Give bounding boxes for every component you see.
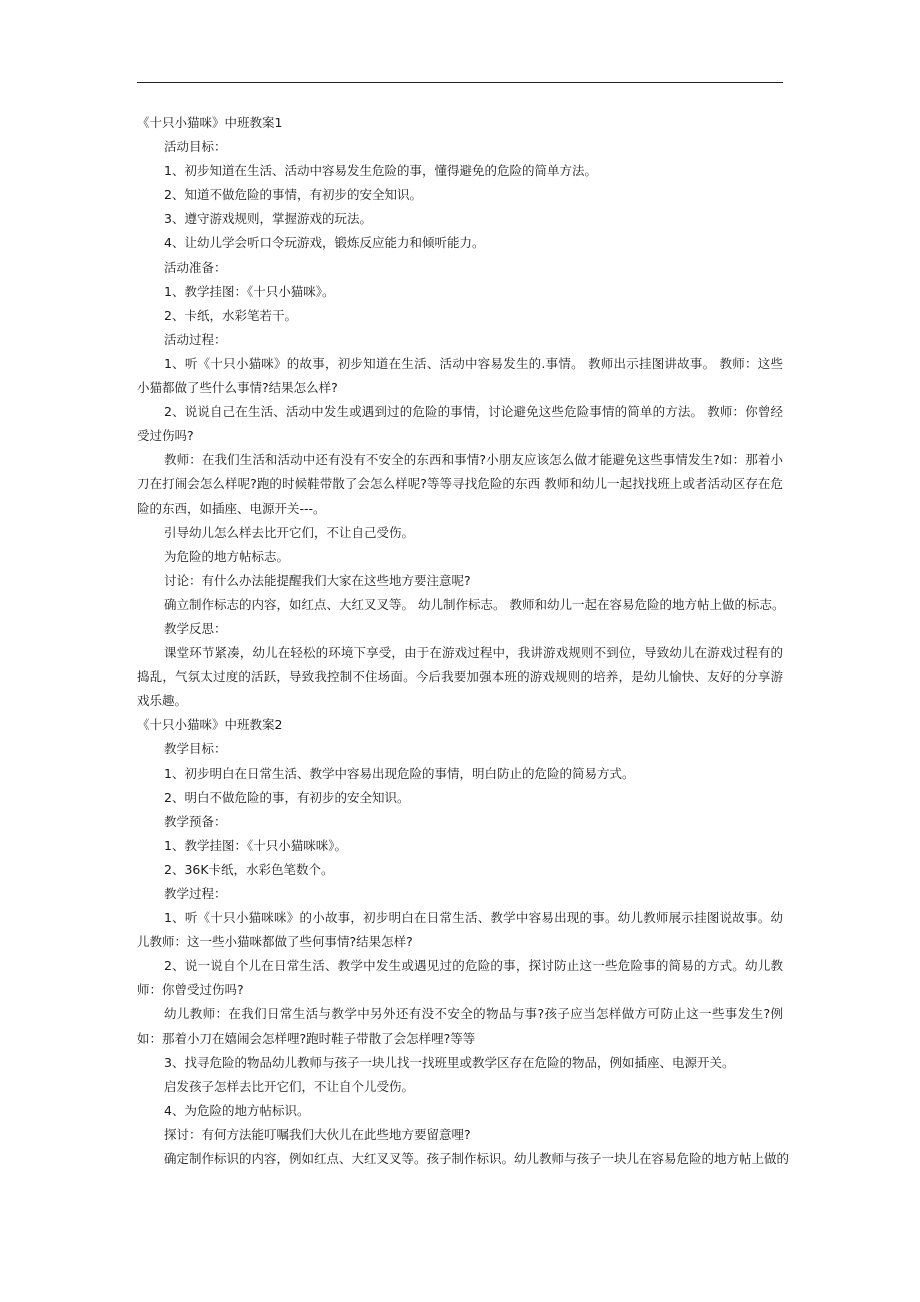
header-rule xyxy=(137,82,783,83)
paragraph: 4、为危险的地方帖标识。 xyxy=(164,1102,310,1118)
paragraph: 启发孩子怎样去比开它们，不让自个儿受伤。 xyxy=(164,1078,415,1094)
paragraph: 1、初步知道在生活、活动中容易发生危险的事，懂得避免的危险的简单方法。 xyxy=(164,163,597,179)
paragraph: 确定制作标识的内容，例如红点、大红叉叉等。孩子制作标识。幼儿教师与孩子一块儿在容易危险的地方帖上做的 xyxy=(164,1151,790,1167)
paragraph: 引导幼儿怎么样去比开它们，不让自己受伤。 xyxy=(164,524,415,540)
paragraph: 幼儿教师：在我们日常生活与教学中另外还有没不安全的物品与事?孩子应当怎样做方可防止这一些事发生?例如：那着小刀在嬉闹会怎样哩?跑时鞋子带散了会怎样哩?等等 xyxy=(137,1006,783,1046)
paragraph: 活动目标： xyxy=(164,139,227,155)
paragraph: 教学过程： xyxy=(164,886,227,901)
paragraph: 2、卡纸，水彩笔若干。 xyxy=(164,307,297,323)
paragraph: 2、明白不做危险的事，有初步的安全知识。 xyxy=(164,789,410,805)
paragraph: 1、听《十只小猫咪》的故事，初步知道在生活、活动中容易发生的.事情。 教师出示挂图讲故事。 教师：这些小猫都做了些什么事情?结果怎么样? xyxy=(137,355,783,396)
paragraph: 1、初步明白在日常生活、教学中容易出现危险的事情，明白防止的危险的简易方式。 xyxy=(164,765,635,781)
paragraph: 1、教学挂图：《十只小猫咪咪》。 xyxy=(164,837,347,853)
paragraph: 4、让幼儿学会听口令玩游戏，锻炼反应能力和倾听能力。 xyxy=(164,235,485,251)
paragraph: 活动过程： xyxy=(164,331,227,347)
paragraph: 2、说说自己在生活、活动中发生或遇到过的危险的事情，讨论避免这些危险事情的简单的方法。 教师：你曾经受过伤吗? xyxy=(137,404,783,444)
document-body xyxy=(137,111,790,1171)
paragraph: 1、教学挂图：《十只小猫咪》。 xyxy=(164,283,335,299)
paragraph: 活动准备： xyxy=(164,259,227,275)
paragraph: 3、遵守游戏规则，掌握游戏的玩法。 xyxy=(164,211,372,227)
paragraph: 1、听《十只小猫咪咪》的小故事，初步明白在日常生活、教学中容易出现的事。幼儿教师展示挂图说故事。幼儿教师：这一些小猫咪都做了些何事情?结果怎样? xyxy=(137,910,783,950)
paragraph: 教学反思： xyxy=(164,620,227,636)
paragraph: 课堂环节紧凑，幼儿在轻松的环境下享受，由于在游戏过程中，我讲游戏规则不到位，导致幼儿在游戏过程有的捣乱，气氛太过度的活跃，导致我控制不住场面。今后我要加强本班的游戏规则的培养，是幼儿愉快、友好的分享游戏乐趣。 xyxy=(137,645,783,709)
paragraph: 3、找寻危险的物品幼儿教师与孩子一块儿找一找班里或教学区存在危险的物品，例如插座、电源开关。 xyxy=(164,1054,735,1070)
paragraph: 讨论：有什么办法能提醒我们大家在这些地方要注意呢? xyxy=(164,572,471,588)
paragraph: 2、知道不做危险的事情，有初步的安全知识。 xyxy=(164,187,422,203)
paragraph: 教学预备： xyxy=(164,813,227,829)
section-title: 《十只小猫咪》中班教案1 xyxy=(137,115,283,130)
paragraph: 为危险的地方帖标志。 xyxy=(164,548,290,564)
paragraph: 2、36K卡纸，水彩色笔数个。 xyxy=(164,861,334,877)
paragraph: 探讨：有何方法能叮嘱我们大伙儿在此些地方要留意哩? xyxy=(164,1126,471,1142)
paragraph: 教师：在我们生活和活动中还有没有不安全的东西和事情?小朋友应该怎么做才能避免这些事情发生?如：那着小刀在打闹会怎么样呢?跑的时候鞋带散了会怎么样呢?等等寻找危险的东西 教师和幼儿一起找找班上或者活动区存在危险的东西，如插座、电源开关---。 xyxy=(137,452,783,516)
section-title: 《十只小猫咪》中班教案2 xyxy=(137,717,283,733)
paragraph: 2、说一说自个儿在日常生活、教学中发生或遇见过的危险的事，探讨防止这一些危险事的简易的方式。幼儿教师：你曾受过伤吗? xyxy=(137,958,783,998)
paragraph: 确立制作标志的内容，如红点、大红叉叉等。 幼儿制作标志。 教师和幼儿一起在容易危险的地方帖上做的标志。 xyxy=(164,596,785,612)
paragraph: 教学目标： xyxy=(164,741,227,757)
